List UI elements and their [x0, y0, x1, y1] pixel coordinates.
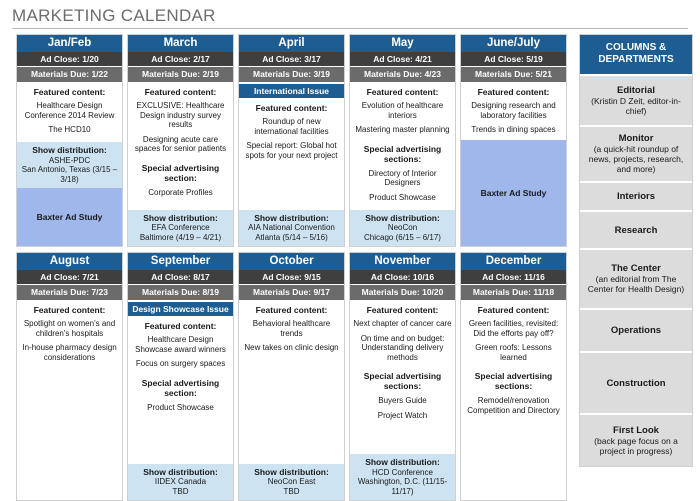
department-description: (back page focus on a project in progress)	[594, 436, 678, 457]
month-column	[16, 252, 123, 501]
featured-item: Designing research and laboratory facilities	[471, 101, 556, 120]
month-column	[127, 252, 234, 501]
special-section-item: Product Showcase	[369, 192, 436, 202]
ad-close-date: Ad Close: 4/21	[350, 52, 455, 67]
department-name: First Look	[613, 425, 659, 437]
month-content	[461, 300, 566, 500]
featured-item: Evolution of healthcare interiors	[361, 101, 444, 120]
show-distribution-line: Chicago (6/15 – 6/17)	[364, 232, 441, 242]
ad-close-date: Ad Close: 5/19	[461, 52, 566, 67]
month-content	[350, 82, 455, 210]
special-section-label: Special advertising sections:	[363, 371, 442, 391]
department-the-center	[580, 248, 692, 308]
department-name: Construction	[606, 377, 666, 389]
featured-content-label: Featured content:	[477, 87, 550, 97]
show-distribution-line: HCD Conference	[372, 467, 433, 477]
special-section-item: Product Showcase	[147, 402, 214, 412]
materials-due-date: Materials Due: 10/20	[350, 285, 455, 300]
materials-due-date: Materials Due: 2/19	[128, 67, 233, 82]
featured-item: Healthcare Design Conference 2014 Review	[24, 101, 115, 120]
show-distribution	[239, 210, 344, 247]
featured-item: New takes on clinic design	[244, 343, 339, 352]
content-spacer	[352, 425, 453, 454]
month-column	[16, 34, 123, 247]
content-spacer	[130, 202, 231, 210]
featured-content-label: Featured content:	[255, 305, 328, 315]
department-operations	[580, 308, 692, 351]
page-title: MARKETING CALENDAR	[12, 6, 216, 25]
show-distribution-label: Show distribution:	[143, 212, 218, 223]
featured-item: In-house pharmacy design considerations	[22, 343, 117, 362]
show-distribution	[17, 142, 122, 188]
show-distribution-line: Baltimore (4/19 – 4/21)	[139, 232, 222, 242]
featured-item: EXCLUSIVE: Healthcare Design industry survey results	[136, 101, 225, 129]
department-description: (an editorial from The Center for Health Design)	[587, 274, 685, 295]
month-header: April	[239, 35, 344, 52]
department-name: Monitor	[618, 133, 654, 145]
show-distribution-line: TBD	[172, 486, 189, 496]
show-distribution	[128, 210, 233, 247]
featured-item: On time and on budget: Understanding delivery methods	[360, 333, 445, 362]
featured-item: Designing acute care spaces for senior patients	[134, 134, 227, 153]
columns-departments-panel	[579, 34, 693, 467]
ad-close-date: Ad Close: 9/15	[239, 270, 344, 285]
featured-item: Green facilities, revisited: Did the efforts pay off?	[468, 319, 559, 338]
show-distribution-label: Show distribution:	[365, 212, 440, 223]
show-distribution-label: Show distribution:	[254, 466, 329, 477]
departments-header: COLUMNS & DEPARTMENTS	[580, 35, 692, 74]
month-column	[238, 252, 345, 501]
featured-item: Spotlight on women's and children's hospitals	[23, 319, 116, 338]
featured-item: Behavioral healthcare trends	[252, 319, 331, 338]
show-distribution-line: Atlanta (5/14 – 5/16)	[255, 232, 328, 242]
special-section-item: Directory of Interior Designers	[368, 168, 437, 187]
show-distribution-line: ASHE-PDC	[48, 155, 91, 165]
materials-due-date: Materials Due: 9/17	[239, 285, 344, 300]
month-header: November	[350, 253, 455, 270]
ad-close-date: Ad Close: 11/16	[461, 270, 566, 285]
featured-item: Focus on surgery spaces	[135, 359, 226, 368]
month-column	[460, 34, 567, 247]
department-name: The Center	[611, 263, 661, 275]
month-column	[460, 252, 567, 501]
department-research	[580, 210, 692, 247]
department-name: Interiors	[616, 191, 655, 203]
special-section-label: Special advertising section:	[141, 162, 220, 183]
month-header: March	[128, 35, 233, 52]
ad-close-date: Ad Close: 10/16	[350, 270, 455, 285]
show-distribution-line: San Antonio, Texas (3/15 – 3/18)	[21, 165, 118, 184]
featured-content-label: Featured content:	[33, 87, 106, 97]
department-description: (a quick-hit roundup of news, projects, research, and more)	[588, 144, 684, 175]
featured-item: Healthcare Design Showcase award winners	[135, 335, 226, 354]
featured-item: Trends in dining spaces	[471, 125, 556, 134]
show-distribution	[350, 210, 455, 247]
month-content	[128, 82, 233, 210]
department-name: Research	[614, 224, 658, 236]
department-first-look	[580, 413, 692, 466]
special-section-item: Buyers Guide	[378, 396, 427, 405]
month-header: August	[17, 253, 122, 270]
show-distribution-line: IIDEX Canada	[154, 477, 207, 486]
show-distribution-line: TBD	[283, 486, 300, 496]
calendar-row-2	[16, 252, 568, 501]
ad-close-date: Ad Close: 7/21	[17, 270, 122, 285]
special-section-item: Remodel/renovation Competition and Directory	[467, 396, 560, 415]
month-content	[17, 300, 122, 500]
month-column	[349, 34, 456, 247]
content-spacer	[241, 165, 342, 210]
month-content	[350, 300, 455, 454]
show-distribution-label: Show distribution:	[254, 212, 329, 223]
featured-item: Mastering master planning	[355, 125, 450, 134]
month-content	[239, 300, 344, 464]
materials-due-date: Materials Due: 7/23	[17, 285, 122, 300]
show-distribution	[350, 454, 455, 500]
show-distribution-label: Show distribution:	[365, 457, 440, 467]
calendar-row-1	[16, 34, 568, 247]
materials-due-date: Materials Due: 8/19	[128, 285, 233, 300]
show-distribution-line: NeoCon East	[267, 477, 316, 486]
featured-content-label: Featured content:	[144, 87, 217, 97]
month-column	[238, 34, 345, 247]
special-section-label: Special advertising section:	[141, 377, 220, 398]
special-section-label: Special advertising sections:	[474, 371, 553, 391]
special-section-item: Project Watch	[377, 410, 428, 420]
department-monitor	[580, 125, 692, 182]
content-spacer	[241, 358, 342, 464]
show-distribution-label: Show distribution:	[32, 145, 107, 155]
featured-item: Green roofs: Lessons learned	[475, 343, 552, 362]
materials-due-date: Materials Due: 5/21	[461, 67, 566, 82]
month-header: May	[350, 35, 455, 52]
month-header: October	[239, 253, 344, 270]
department-name: Operations	[610, 325, 662, 336]
special-section-item: Corporate Profiles	[148, 187, 213, 197]
featured-content-label: Featured content:	[366, 87, 439, 97]
ad-close-date: Ad Close: 8/17	[128, 270, 233, 285]
department-name: Editorial	[616, 84, 655, 96]
department-description: (Kristin D Zeit, editor-in-chief)	[591, 95, 681, 116]
department-editorial	[580, 74, 692, 125]
featured-content-label: Featured content:	[477, 305, 550, 315]
special-section-label: Special advertising sections:	[363, 143, 442, 164]
content-spacer	[19, 367, 120, 500]
month-content	[128, 316, 233, 464]
month-content	[17, 82, 122, 142]
featured-item: Special report: Global hot spots for your next project	[245, 141, 338, 160]
issue-banner: Design Showcase Issue	[128, 302, 233, 316]
ad-study-block: Baxter Ad Study	[461, 140, 566, 246]
show-distribution-line: AIA National Convention	[248, 223, 335, 232]
show-distribution-line: EFA Conference	[151, 223, 210, 232]
ad-close-date: Ad Close: 3/17	[239, 52, 344, 67]
featured-content-label: Featured content:	[255, 103, 328, 113]
department-interiors	[580, 181, 692, 210]
featured-content-label: Featured content:	[366, 305, 439, 315]
content-spacer	[463, 420, 564, 500]
title-divider	[12, 28, 688, 29]
show-distribution	[239, 464, 344, 501]
materials-due-date: Materials Due: 3/19	[239, 67, 344, 82]
month-content	[461, 82, 566, 140]
show-distribution	[128, 464, 233, 501]
ad-close-date: Ad Close: 2/17	[128, 52, 233, 67]
month-header: Jan/Feb	[17, 35, 122, 52]
materials-due-date: Materials Due: 11/18	[461, 285, 566, 300]
department-construction	[580, 351, 692, 413]
issue-banner: International Issue	[239, 84, 344, 98]
featured-item: The HCD10	[48, 125, 91, 134]
materials-due-date: Materials Due: 4/23	[350, 67, 455, 82]
featured-content-label: Featured content:	[144, 321, 217, 331]
featured-item: Roundup of new international facilities	[254, 117, 329, 136]
show-distribution-line: NeoCon	[387, 223, 418, 232]
show-distribution-line: Washington, D.C. (11/15-11/17)	[357, 477, 448, 496]
show-distribution-label: Show distribution:	[143, 466, 218, 477]
featured-content-label: Featured content:	[33, 305, 106, 315]
month-column	[127, 34, 234, 247]
ad-close-date: Ad Close: 1/20	[17, 52, 122, 67]
featured-item: Next chapter of cancer care	[353, 319, 452, 328]
materials-due-date: Materials Due: 1/22	[17, 67, 122, 82]
month-header: December	[461, 253, 566, 270]
month-column	[349, 252, 456, 501]
month-header: June/July	[461, 35, 566, 52]
month-header: September	[128, 253, 233, 270]
content-spacer	[130, 417, 231, 464]
month-content	[239, 98, 344, 210]
ad-study-block: Baxter Ad Study	[17, 188, 122, 246]
